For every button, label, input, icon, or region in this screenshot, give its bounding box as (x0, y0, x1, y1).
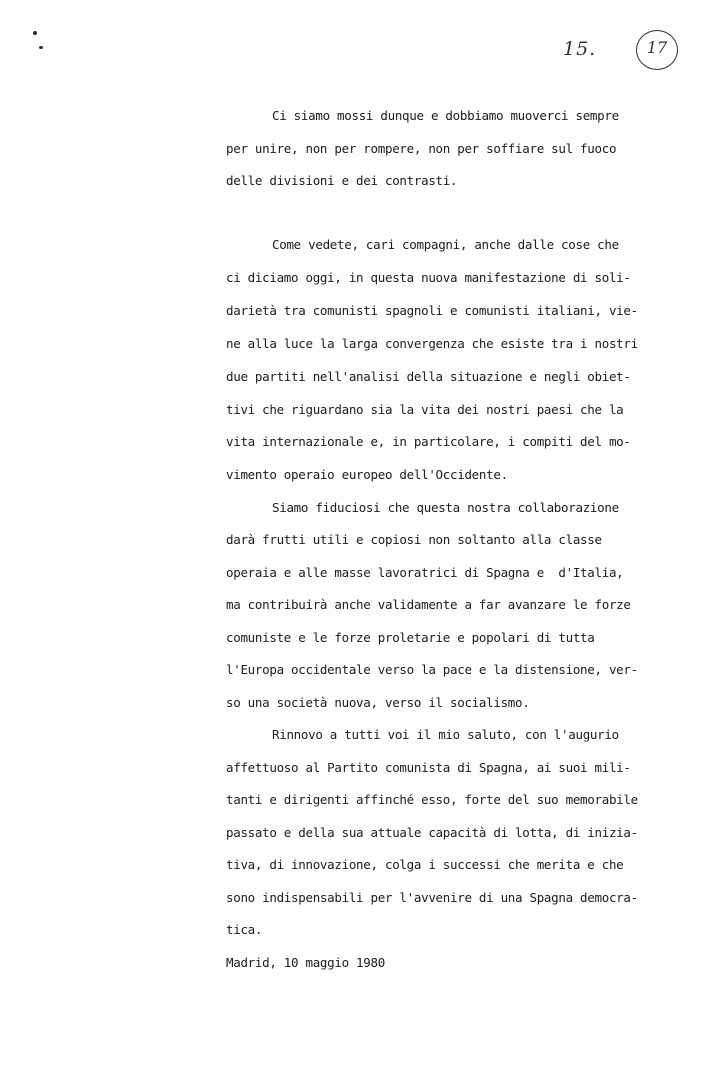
place-date: Madrid, 10 maggio 1980 (226, 955, 385, 970)
text-line: darietà tra comunisti spagnoli e comunisti italiani, vie- (226, 303, 638, 318)
page-number: 15. (563, 38, 597, 60)
text-line: ma contribuirà anche validamente a far avanzare le forze (226, 597, 631, 612)
text-line: Come vedete, cari compagni, anche dalle cose che (272, 237, 619, 252)
text-line: Siamo fiduciosi che questa nostra collaborazione (272, 500, 619, 515)
text-line: tiva, di innovazione, colga i successi che merita e che (226, 857, 624, 872)
text-line: ne alla luce la larga convergenza che esiste tra i nostri (226, 336, 638, 351)
text-line: tica. (226, 922, 263, 937)
text-line: comuniste e le forze proletarie e popolari di tutta (226, 630, 595, 645)
text-line: per unire, non per rompere, non per soffiare sul fuoco (226, 141, 617, 156)
punch-mark (33, 31, 37, 35)
text-line: Ci siamo mossi dunque e dobbiamo muoverci sempre (272, 108, 619, 123)
text-line: l'Europa occidentale verso la pace e la distensione, ver- (226, 662, 638, 677)
punch-mark (39, 46, 43, 49)
text-line: Rinnovo a tutti voi il mio saluto, con l'augurio (272, 727, 619, 742)
text-line: tivi che riguardano sia la vita dei nostri paesi che la (226, 402, 624, 417)
text-line: delle divisioni e dei contrasti. (226, 173, 458, 188)
text-line: vita internazionale e, in particolare, i compiti del mo- (226, 434, 631, 449)
text-line: darà frutti utili e copiosi non soltanto alla classe (226, 532, 602, 547)
text-line: operaia e alle masse lavoratrici di Spagna e d'Italia, (226, 565, 624, 580)
text-line: so una società nuova, verso il socialismo. (226, 695, 530, 710)
text-line: vimento operaio europeo dell'Occidente. (226, 467, 508, 482)
stamp-number: 17 (646, 38, 668, 57)
text-line: sono indispensabili per l'avvenire di una Spagna democra- (226, 890, 638, 905)
text-line: due partiti nell'analisi della situazione e negli obiet- (226, 369, 631, 384)
text-line: affettuoso al Partito comunista di Spagna, ai suoi mili- (226, 760, 631, 775)
text-line: tanti e dirigenti affinché esso, forte del suo memorabile (226, 792, 638, 807)
text-line: passato e della sua attuale capacità di lotta, di inizia- (226, 825, 638, 840)
text-line: ci diciamo oggi, in questa nuova manifestazione di soli- (226, 270, 631, 285)
